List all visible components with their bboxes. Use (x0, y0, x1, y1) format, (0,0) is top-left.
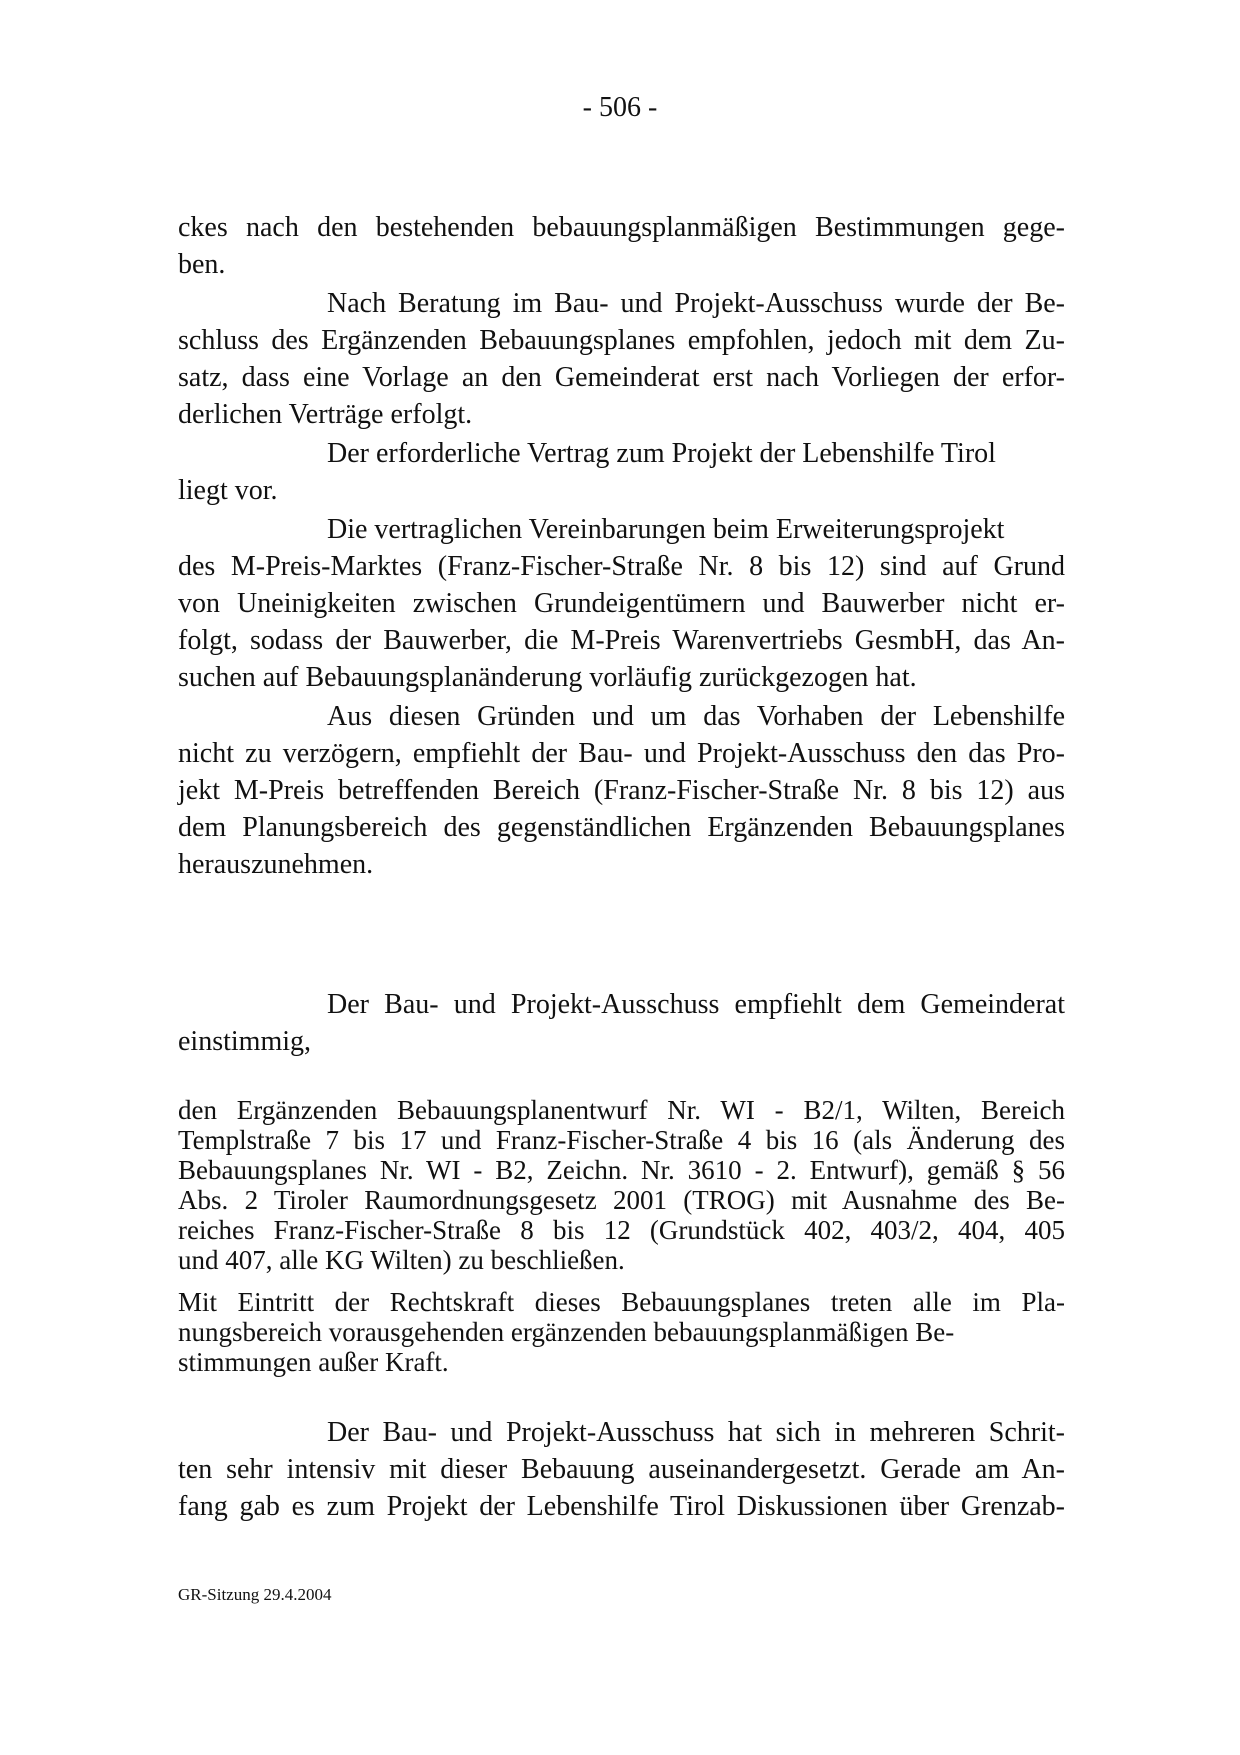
resolution-line: reiches Franz-Fischer-Straße 8 bis 12 (Grundstück 402, 403/2, 404, 405 (178, 1215, 1065, 1245)
body-text-line: liegt vor. (178, 475, 278, 506)
body-text-line: dem Planungsbereich des gegenständlichen Ergänzenden Bebauungsplanes (178, 812, 1065, 843)
body-text-line: von Uneinigkeiten zwischen Grundeigentümern und Bauwerber nicht er- (178, 588, 1065, 619)
body-text-line: ckes nach den bestehenden bebauungsplanmäßigen Bestimmungen gege- (178, 212, 1065, 243)
body-text-line: Der erforderliche Vertrag zum Projekt der Lebenshilfe Tirol (327, 438, 996, 469)
body-text-line: fang gab es zum Projekt der Lebenshilfe Tirol Diskussionen über Grenzab- (178, 1491, 1065, 1522)
resolution-line: und 407, alle KG Wilten) zu beschließen. (178, 1245, 625, 1275)
body-text-line: Die vertraglichen Vereinbarungen beim Erweiterungsprojekt (327, 514, 1005, 545)
body-text-line: Der Bau- und Projekt-Ausschuss hat sich in mehreren Schrit- (327, 1417, 1065, 1448)
footer-session-date: GR-Sitzung 29.4.2004 (178, 1585, 332, 1604)
body-text-line: Nach Beratung im Bau- und Projekt-Ausschuss wurde der Be- (327, 288, 1065, 319)
body-text-line: ten sehr intensiv mit dieser Bebauung auseinandergesetzt. Gerade am An- (178, 1454, 1065, 1485)
resolution-line: Templstraße 7 bis 17 und Franz-Fischer-Straße 4 bis 16 (als Änderung des (178, 1125, 1065, 1155)
body-text-line: folgt, sodass der Bauwerber, die M-Preis Warenvertriebs GesmbH, das An- (178, 625, 1065, 656)
body-text-line: jekt M-Preis betreffenden Bereich (Franz-Fischer-Straße Nr. 8 bis 12) aus (178, 775, 1065, 806)
body-text-line: Der Bau- und Projekt-Ausschuss empfiehlt dem Gemeinderat (327, 989, 1065, 1020)
body-text-line: derlichen Verträge erfolgt. (178, 399, 473, 430)
body-text-line: nicht zu verzögern, empfiehlt der Bau- und Projekt-Ausschuss den das Pro- (178, 738, 1065, 769)
body-text-line: schluss des Ergänzenden Bebauungsplanes empfohlen, jedoch mit dem Zu- (178, 325, 1065, 356)
resolution-line: Mit Eintritt der Rechtskraft dieses Bebauungsplanes treten alle im Pla- (178, 1287, 1065, 1317)
body-text-line: des M-Preis-Marktes (Franz-Fischer-Straße Nr. 8 bis 12) sind auf Grund (178, 551, 1065, 582)
resolution-line: Bebauungsplanes Nr. WI - B2, Zeichn. Nr. 3610 - 2. Entwurf), gemäß § 56 (178, 1155, 1065, 1185)
page-number: - 506 - (582, 92, 658, 123)
body-text-line: einstimmig, (178, 1026, 311, 1057)
resolution-line: nungsbereich vorausgehenden ergänzenden bebauungsplanmäßigen Be- (178, 1317, 955, 1347)
resolution-line: Abs. 2 Tiroler Raumordnungsgesetz 2001 (TROG) mit Ausnahme des Be- (178, 1185, 1065, 1215)
body-text-line: satz, dass eine Vorlage an den Gemeinderat erst nach Vorliegen der erfor- (178, 362, 1065, 393)
body-text-line: suchen auf Bebauungsplanänderung vorläufig zurückgezogen hat. (178, 662, 917, 693)
resolution-line: stimmungen außer Kraft. (178, 1347, 449, 1377)
body-text-line: ben. (178, 249, 226, 280)
body-text-line: Aus diesen Gründen und um das Vorhaben der Lebenshilfe (327, 701, 1065, 732)
body-text-line: herauszunehmen. (178, 849, 374, 880)
resolution-line: den Ergänzenden Bebauungsplanentwurf Nr. WI - B2/1, Wilten, Bereich (178, 1095, 1065, 1125)
